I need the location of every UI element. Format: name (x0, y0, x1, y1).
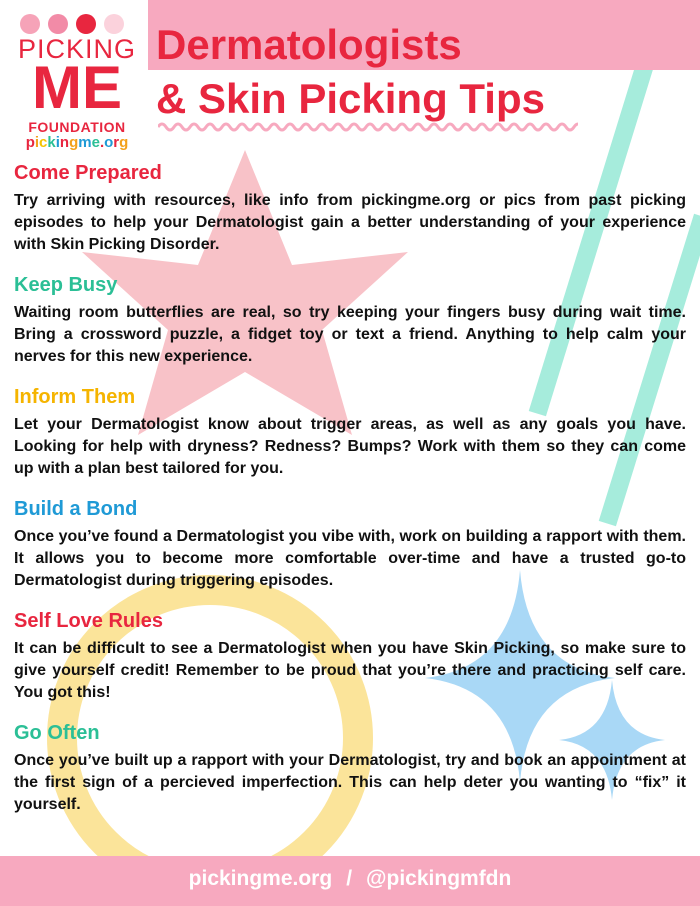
logo-url-letter: g (69, 134, 79, 151)
logo-me: ME (32, 54, 122, 121)
title-line-2: & Skin Picking Tips (156, 75, 545, 122)
logo-dot (76, 14, 96, 34)
tip-body: Once you’ve found a Dermatologist you vibe with, work on building a rapport with them. It allows you to become more comfortable over-time and have a trusted go-to Dermatologist during triggering episodes. (14, 528, 686, 589)
page-title (156, 18, 545, 126)
logo-url-letter: . (99, 134, 105, 151)
logo-url-letter: g (119, 134, 129, 151)
tip-heading: Come Prepared (14, 162, 162, 184)
footer (0, 856, 700, 906)
logo-url-letter: r (113, 134, 120, 151)
logo-picking: PICKING (17, 34, 137, 64)
logo-url-letter: i (55, 134, 60, 151)
logo-dot (48, 14, 68, 34)
tip-heading: Keep Busy (14, 274, 118, 296)
tip-body: Let your Dermatologist know about trigger areas, as well as any goals you have. Looking for help with dryness? Redness? Bumps? Work with them so they can come up with a plan best tailored for you. (14, 416, 686, 477)
logo-url-letter: e (91, 134, 100, 151)
tip-section (14, 608, 686, 704)
tips-list (14, 160, 686, 832)
logo-url-letter: c (39, 134, 48, 151)
logo-url-letter: k (47, 134, 56, 151)
tip-body: Try arriving with resources, like info from pickingme.org or pics from past picking episodes to help your Dermatologist gain a better understanding of your experience with Skin Picking Disorder. (14, 192, 686, 253)
logo-foundation: FOUNDATION (28, 119, 126, 135)
tip-section (14, 160, 686, 256)
tip-section (14, 384, 686, 480)
logo-dot (20, 14, 40, 34)
tip-section (14, 496, 686, 592)
tip-section (14, 272, 686, 368)
logo-url (14, 134, 140, 151)
footer-website: pickingme.org (188, 867, 333, 890)
title-line-1: Dermatologists (156, 21, 462, 68)
logo-dots (20, 6, 140, 34)
tip-heading: Self Love Rules (14, 610, 163, 632)
logo-url-letter: i (34, 134, 40, 151)
tip-body: Once you’ve built up a rapport with your Dermatologist, try and book an appointment at the first sign of a percieved imperfection. This can help deter you wanting to “fix” it yourself. (14, 752, 686, 813)
tip-body: Waiting room butterflies are real, so try keeping your fingers busy during wait time. Bring a crossword puzzle, a fidget toy or text a friend. Anything to help calm your nerves for this new experience. (14, 304, 686, 365)
logo-url-letter: o (104, 134, 114, 151)
tip-heading: Inform Them (14, 386, 136, 408)
footer-separator: / (346, 867, 353, 890)
tip-section (14, 720, 686, 816)
footer-text (189, 867, 512, 891)
logo-url-letter: m (78, 134, 92, 151)
logo-dot (104, 14, 124, 34)
logo-url-letter: p (25, 134, 35, 151)
tip-body: It can be difficult to see a Dermatologist when you have Skin Picking, so make sure to give yourself credit! Remember to be proud that you’re there and practicing self care. You got this! (14, 640, 686, 701)
tip-heading: Build a Bond (14, 498, 138, 520)
logo-url-letter: n (59, 134, 70, 151)
tip-heading: Go Often (14, 722, 100, 744)
footer-handle: @pickingmfdn (366, 867, 512, 890)
